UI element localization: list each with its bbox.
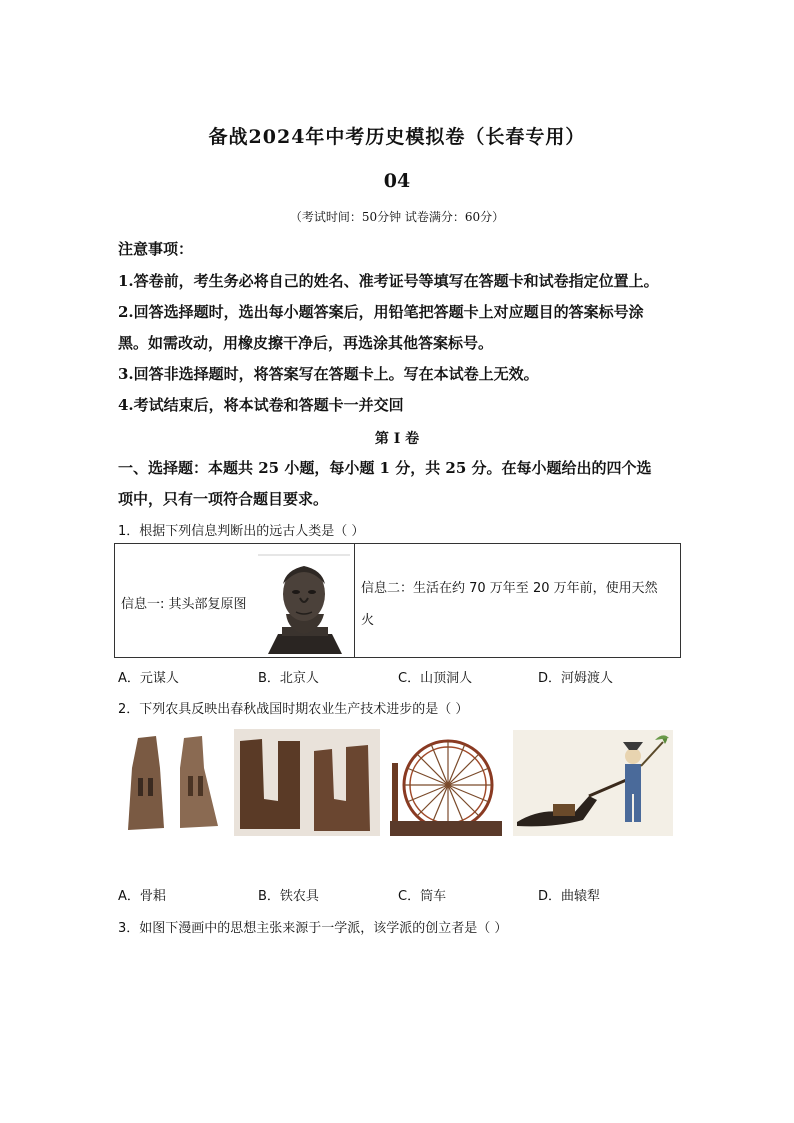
question-3-stem: 3．如图下漫画中的思想主张来源于一学派，该学派的创立者是（ ） bbox=[118, 921, 508, 936]
note-item-1: 1.答卷前，考生务必将自己的姓名、准考证号等填写在答题卡和试卷指定位置上。 bbox=[118, 272, 659, 290]
q1-option-d[interactable]: D．河姆渡人 bbox=[538, 671, 614, 686]
note-item-3: 3.回答非选择题时，将答案写在答题卡上。写在本试卷上无效。 bbox=[118, 365, 539, 383]
question-2-options bbox=[0, 885, 794, 903]
info-2-text-line2: 火 bbox=[361, 613, 375, 628]
exam-number: 04 bbox=[383, 170, 411, 192]
head-reconstruction-image bbox=[258, 554, 350, 654]
iron-tools-image bbox=[234, 729, 380, 836]
note-item-2-cont: 黑。如需改动，用橡皮擦干净后，再选涂其他答案标号。 bbox=[118, 334, 494, 352]
q1-option-b[interactable]: B．北京人 bbox=[258, 671, 319, 686]
exam-title: 备战2024年中考历史模拟卷（长春专用） bbox=[208, 126, 586, 148]
q2-option-d[interactable]: D．曲辕犁 bbox=[538, 889, 601, 904]
exam-timing: （考试时间：50分钟 试卷满分：60分） bbox=[289, 210, 505, 224]
question-1-info-table bbox=[114, 543, 681, 658]
info-2-text-line1: 信息二：生活在约 70 万年至 20 万年前，使用天然 bbox=[361, 581, 658, 596]
curved-plough-image bbox=[513, 730, 673, 836]
q1-option-a[interactable]: A．元谋人 bbox=[118, 671, 179, 686]
question-1-options bbox=[0, 667, 794, 685]
info-1-text: 信息一: 其头部复原图 bbox=[121, 597, 247, 612]
q1-option-c[interactable]: C．山顶洞人 bbox=[398, 671, 473, 686]
q2-option-b[interactable]: B．铁农具 bbox=[258, 889, 319, 904]
water-wheel-image bbox=[390, 733, 502, 836]
section-instruction-2: 项中，只有一项符合题目要求。 bbox=[118, 490, 329, 508]
bone-spade-image bbox=[118, 728, 226, 836]
question-2-stem: 2．下列农具反映出春秋战国时期农业生产技术进步的是（ ） bbox=[118, 702, 469, 717]
note-item-2: 2.回答选择题时，选出每小题答案后，用铅笔把答题卡上对应题目的答案标号涂 bbox=[118, 303, 644, 321]
question-1-stem: 1．根据下列信息判断出的远古人类是（ ） bbox=[118, 524, 365, 539]
section-instruction-1: 一、选择题：本题共 25 小题，每小题 1 分，共 25 分。在每小题给出的四个选 bbox=[118, 459, 652, 477]
q2-option-c[interactable]: C．筒车 bbox=[398, 889, 447, 904]
table-divider bbox=[354, 544, 355, 657]
note-item-4: 4.考试结束后，将本试卷和答题卡一并交回 bbox=[118, 396, 404, 414]
q2-option-a[interactable]: A．骨耜 bbox=[118, 889, 166, 904]
notes-heading: 注意事项： bbox=[118, 240, 194, 258]
section-label: 第 I 卷 bbox=[374, 431, 420, 447]
